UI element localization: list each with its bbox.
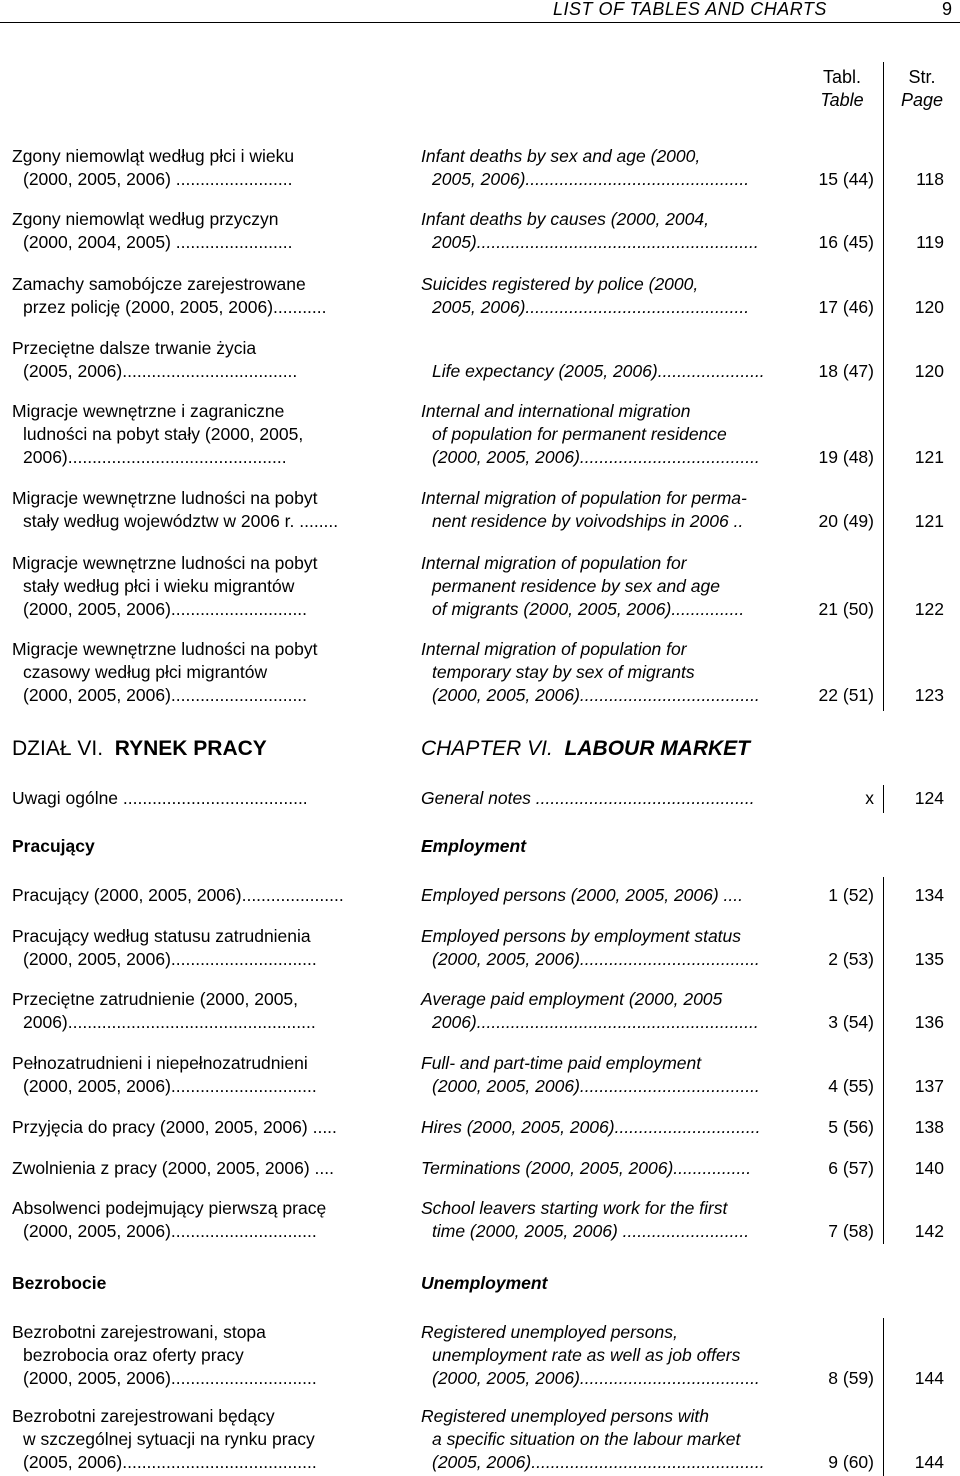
column-header-table <box>800 66 884 112</box>
entry-title-pl <box>12 925 392 971</box>
table-number: 3 (54) <box>828 1012 874 1032</box>
entry-title-en <box>421 1116 801 1139</box>
entry-line: Internal migration of population for <box>421 639 687 659</box>
chapter-heading-pl <box>12 736 267 762</box>
entry-line: Life expectancy (2005, 2006)...................... <box>432 361 765 381</box>
entry-line: (2000, 2005, 2006).............................. <box>23 949 317 969</box>
entry-line: nent residence by voivodships in 2006 .. <box>432 511 744 531</box>
entry-title-pl <box>12 638 392 707</box>
table-number: 8 (59) <box>828 1368 874 1388</box>
entry-line: Internal migration of population for perma- <box>421 488 747 508</box>
entry-line: 2005, 2006).............................................. <box>432 169 750 189</box>
entry-line: (2000, 2005, 2006).............................. <box>23 1221 317 1241</box>
entry-line: Registered unemployed persons with <box>421 1406 709 1426</box>
entry-line: Przeciętne zatrudnienie (2000, 2005, <box>12 989 299 1009</box>
entry-line: Zgony niemowląt według przyczyn <box>12 209 279 229</box>
entry-line: Bezrobotni zarejestrowani, stopa <box>12 1322 266 1342</box>
entry-line: of population for permanent residence <box>432 424 727 444</box>
column-divider <box>883 877 884 1244</box>
table-number: 20 (49) <box>818 511 874 531</box>
entry-title-pl <box>12 145 392 191</box>
entry-line: 2005).......................................................... <box>432 232 759 252</box>
entry-line: (2000, 2005, 2006) ........................ <box>23 169 293 189</box>
entry-title-en <box>421 1405 801 1474</box>
page-ref: 119 <box>916 232 944 252</box>
entry-line: Migracje wewnętrzne i zagraniczne <box>12 401 285 421</box>
column-header-table-pl: Tabl. <box>822 67 862 87</box>
entry-title-en <box>421 787 801 810</box>
running-title: LIST OF TABLES AND CHARTS <box>553 0 827 19</box>
entry-line: (2000, 2005, 2006)............................ <box>23 685 308 705</box>
chapter-prefix-pl: DZIAŁ VI. <box>12 737 104 760</box>
table-number: 18 (47) <box>818 361 874 381</box>
page-ref: 124 <box>914 788 944 808</box>
entry-title-pl <box>12 1157 392 1180</box>
entry-line: (2005, 2006)................................................ <box>432 1452 765 1472</box>
entry-line: Bezrobotni zarejestrowani będący <box>12 1406 275 1426</box>
entry-line: permanent residence by sex and age <box>432 576 720 596</box>
chapter-heading-en <box>421 736 750 762</box>
entry-line: Uwagi ogólne ...................................... <box>12 788 308 808</box>
page-ref: 137 <box>914 1076 944 1096</box>
entry-title-pl <box>12 1321 392 1390</box>
page-ref: 121 <box>914 511 944 531</box>
entry-line: (2000, 2005, 2006)............................ <box>23 599 308 619</box>
entry-title-en <box>421 884 801 907</box>
chapter-title-pl: RYNEK PRACY <box>114 737 267 760</box>
page-ref: 138 <box>914 1117 944 1137</box>
entry-line: of migrants (2000, 2005, 2006)............... <box>432 599 745 619</box>
entry-line: Absolwenci podejmujący pierwszą pracę <box>12 1198 327 1218</box>
page-ref: 120 <box>914 297 944 317</box>
page-ref: 121 <box>914 447 944 467</box>
entry-title-pl <box>12 1052 392 1098</box>
entry-title-en <box>421 1197 801 1243</box>
column-header-page <box>884 66 960 112</box>
entry-line: czasowy według płci migrantów <box>23 662 268 682</box>
entry-title-en <box>421 988 801 1034</box>
entry-title-pl <box>12 884 392 907</box>
entry-line: a specific situation on the labour market <box>432 1429 741 1449</box>
entry-line: bezrobocia oraz oferty pracy <box>23 1345 244 1365</box>
entry-line: Terminations (2000, 2005, 2006)................ <box>421 1158 752 1178</box>
table-number: 4 (55) <box>828 1076 874 1096</box>
table-number: 16 (45) <box>818 232 874 252</box>
chapter-prefix-en: CHAPTER VI. <box>421 737 553 760</box>
entry-line: Pracujący według statusu zatrudnienia <box>12 926 311 946</box>
table-number: 9 (60) <box>828 1452 874 1472</box>
entry-title-pl <box>12 208 392 254</box>
entry-line: Migracje wewnętrzne ludności na pobyt <box>12 488 318 508</box>
page-ref: 134 <box>914 885 944 905</box>
entry-line: Migracje wewnętrzne ludności na pobyt <box>12 553 318 573</box>
column-header-page-pl: Str. <box>908 67 936 87</box>
page-ref: 140 <box>914 1158 944 1178</box>
entry-line: Zwolnienia z pracy (2000, 2005, 2006) .... <box>12 1158 334 1178</box>
table-number: 7 (58) <box>828 1221 874 1241</box>
page-number: 9 <box>941 0 952 19</box>
entry-title-pl <box>12 552 392 621</box>
entry-title-pl <box>12 1197 392 1243</box>
table-number: 5 (56) <box>828 1117 874 1137</box>
page-ref: 144 <box>914 1452 944 1472</box>
page-ref: 120 <box>914 361 944 381</box>
entry-line: (2000, 2004, 2005) ........................ <box>23 232 293 252</box>
page-ref: 142 <box>914 1221 944 1241</box>
entry-line: Employed persons by employment status <box>421 926 742 946</box>
entry-line: Migracje wewnętrzne ludności na pobyt <box>12 639 318 659</box>
entry-line: (2000, 2005, 2006)..................................... <box>432 1368 760 1388</box>
entry-line: Hires (2000, 2005, 2006).............................. <box>421 1117 761 1137</box>
entry-line: (2000, 2005, 2006)..................................... <box>432 447 760 467</box>
table-number: 19 (48) <box>818 447 874 467</box>
entry-title-en <box>421 208 801 254</box>
entry-line: Suicides registered by police (2000, <box>421 274 699 294</box>
entry-line: Average paid employment (2000, 2005 <box>421 989 723 1009</box>
entry-title-en <box>421 1321 801 1390</box>
entry-title-pl <box>12 1116 392 1139</box>
entry-title-en <box>421 337 801 383</box>
entry-title-en <box>421 925 801 971</box>
entry-title-pl <box>12 273 392 319</box>
entry-line: przez policję (2000, 2005, 2006)........... <box>23 297 327 317</box>
entry-line: w szczególnej sytuacji na rynku pracy <box>23 1429 315 1449</box>
entry-line: temporary stay by sex of migrants <box>432 662 695 682</box>
subsection-heading-pl: Pracujący <box>12 836 95 856</box>
entry-line <box>421 337 801 360</box>
page-ref: 123 <box>914 685 944 705</box>
entry-line: 2006).......................................................... <box>432 1012 759 1032</box>
entry-line: School leavers starting work for the first <box>421 1198 728 1218</box>
entry-line: stały według województw w 2006 r. ........ <box>23 511 339 531</box>
entry-line: Internal and international migration <box>421 401 691 421</box>
entry-line: Zamachy samobójcze zarejestrowane <box>12 274 306 294</box>
header-rule <box>0 22 960 23</box>
entry-line: Employed persons (2000, 2005, 2006) .... <box>421 885 744 905</box>
table-number: 6 (57) <box>828 1158 874 1178</box>
entry-line: Zgony niemowląt według płci i wieku <box>12 146 295 166</box>
entry-title-pl <box>12 487 392 533</box>
entry-line: Infant deaths by causes (2000, 2004, <box>421 209 709 229</box>
column-header-table-en: Table <box>820 90 864 110</box>
entry-title-en <box>421 638 801 707</box>
table-number: 1 (52) <box>828 885 874 905</box>
page-ref: 135 <box>914 949 944 969</box>
table-number: 21 (50) <box>818 599 874 619</box>
entry-title-en <box>421 1052 801 1098</box>
entry-title-en <box>421 487 801 533</box>
subsection-heading-en: Employment <box>421 836 527 856</box>
entry-line: (2000, 2005, 2006).............................. <box>23 1368 317 1388</box>
entry-line: (2000, 2005, 2006)..................................... <box>432 1076 760 1096</box>
entry-line: (2005, 2006)........................................ <box>23 1452 317 1472</box>
entry-line: 2006)............................................. <box>23 447 287 467</box>
table-number: 2 (53) <box>828 949 874 969</box>
table-number: 17 (46) <box>818 297 874 317</box>
entry-line: (2000, 2005, 2006).............................. <box>23 1076 317 1096</box>
entry-line: 2005, 2006).............................................. <box>432 297 750 317</box>
entry-title-en <box>421 1157 801 1180</box>
entry-line: Full- and part-time paid employment <box>421 1053 702 1073</box>
table-number: x <box>865 788 874 808</box>
entry-title-en <box>421 400 801 469</box>
entry-line: Przeciętne dalsze trwanie życia <box>12 338 257 358</box>
entry-title-en <box>421 273 801 319</box>
page-ref: 136 <box>914 1012 944 1032</box>
entry-line: Infant deaths by sex and age (2000, <box>421 146 701 166</box>
entry-line: unemployment rate as well as job offers <box>432 1345 741 1365</box>
page-ref: 144 <box>914 1368 944 1388</box>
column-header-page-en: Page <box>900 90 944 110</box>
entry-line: ludności na pobyt stały (2000, 2005, <box>23 424 304 444</box>
entry-line: stały według płci i wieku migrantów <box>23 576 295 596</box>
entry-line: (2000, 2005, 2006)..................................... <box>432 949 760 969</box>
entry-line: Registered unemployed persons, <box>421 1322 678 1342</box>
table-number: 15 (44) <box>818 169 874 189</box>
entry-title-en <box>421 145 801 191</box>
entry-title-en <box>421 552 801 621</box>
entry-title-pl <box>12 787 392 810</box>
page-ref: 118 <box>916 169 944 189</box>
page-ref: 122 <box>914 599 944 619</box>
subsection-heading-en: Unemployment <box>421 1273 548 1293</box>
entry-line: General notes ............................................. <box>421 788 755 808</box>
entry-title-pl <box>12 988 392 1034</box>
chapter-title-en: LABOUR MARKET <box>564 737 751 760</box>
entry-line: (2005, 2006).................................... <box>23 361 298 381</box>
entry-title-pl <box>12 400 392 469</box>
table-number: 22 (51) <box>818 685 874 705</box>
entry-line: time (2000, 2005, 2006) .......................... <box>432 1221 750 1241</box>
entry-title-pl <box>12 337 392 383</box>
subsection-heading-pl: Bezrobocie <box>12 1273 107 1293</box>
entry-line: 2006)................................................... <box>23 1012 316 1032</box>
entry-line: (2000, 2005, 2006)..................................... <box>432 685 760 705</box>
entry-line: Pracujący (2000, 2005, 2006)..................... <box>12 885 344 905</box>
entry-line: Pełnozatrudnieni i niepełnozatrudnieni <box>12 1053 308 1073</box>
entry-title-pl <box>12 1405 392 1474</box>
entry-line: Internal migration of population for <box>421 553 687 573</box>
entry-line: Przyjęcia do pracy (2000, 2005, 2006) ..... <box>12 1117 337 1137</box>
